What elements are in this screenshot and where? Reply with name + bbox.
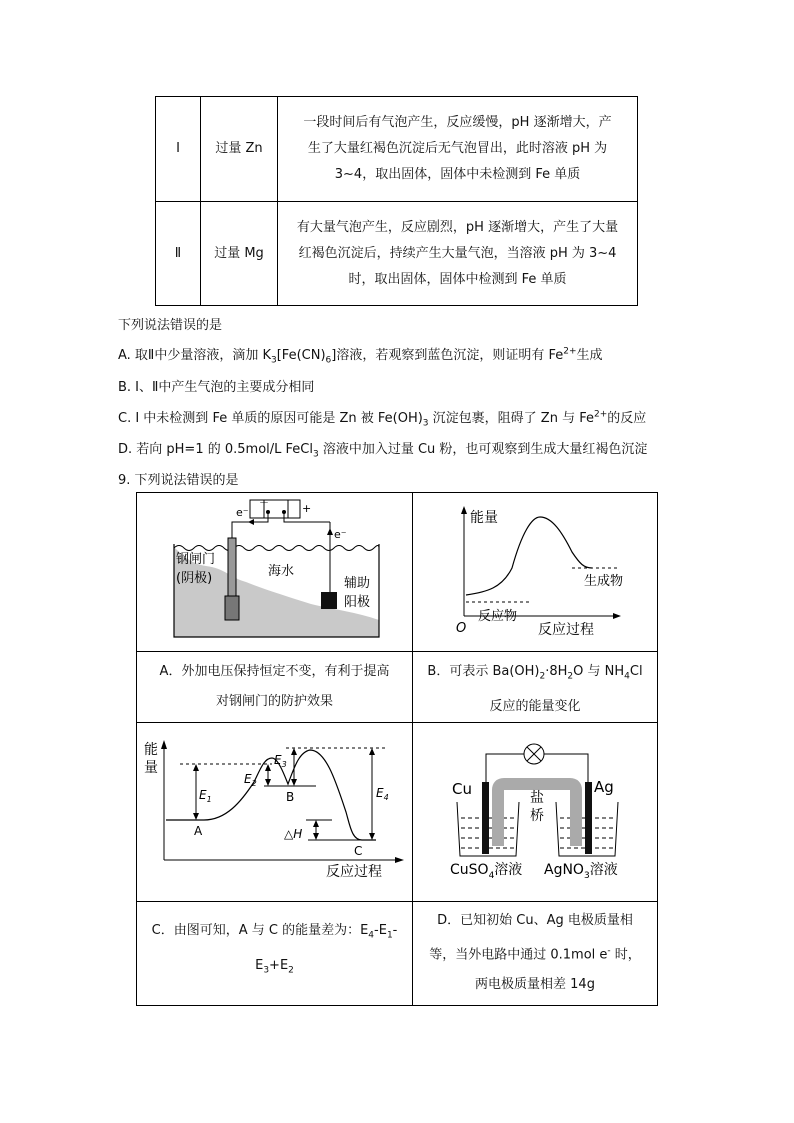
- row-phenomenon: [278, 202, 638, 306]
- row-id: Ⅱ: [156, 202, 201, 306]
- svg-text:E1: $E_1$: [199, 788, 212, 804]
- experiment-table: [155, 96, 638, 306]
- phenomenon-line: 生了大量红褐色沉淀后无气泡冒出，此时溶液 pH 为: [307, 141, 608, 156]
- svg-text:E4: $E_4$: [376, 786, 389, 802]
- svg-text:生成物: 生成物: [584, 574, 624, 589]
- row-phenomenon: [278, 97, 638, 202]
- phenomenon-line: 一段时间后有气泡产生，反应缓慢，pH 逐渐增大，产: [303, 115, 612, 130]
- table-row: [156, 202, 638, 306]
- q8-stem: 下列说法错误的是: [118, 318, 223, 333]
- svg-text:Cu: Cu: [452, 780, 472, 798]
- phenomenon-line: 红褐色沉淀后，持续产生大量气泡，当溶液 pH 为 3~4: [298, 245, 617, 261]
- svg-text:反应物: 反应物: [478, 609, 518, 624]
- row-id: Ⅰ: [156, 97, 201, 202]
- q9-stem: 9. 下列说法错误的是: [118, 473, 239, 488]
- svg-text:AgNO3溶液: AgNO$_3$溶液: [544, 862, 618, 881]
- galvanic-cell-diagram: [412, 722, 658, 902]
- option-b-text: B．可表示 $Ba(OH)_2\cdot 8H_2O$ 与 $NH_4Cl$ 反应的能量变化: [427, 664, 643, 714]
- phenomenon-line: 3~4，取出固体，固体中未检测到 Fe 单质: [334, 167, 581, 182]
- energy-curve: [466, 517, 592, 595]
- svg-text:海水: 海水: [268, 564, 295, 579]
- option-d-text: D．已知初始 Cu、Ag 电极质量相 等，当外电路中通过 0.1mol e- 时， 两电极质量相差 14g: [429, 913, 641, 993]
- energy-profile-diagram-b: [412, 492, 658, 652]
- phenomenon-line: 有大量气泡产生，反应剧烈，pH 逐渐增大，产生了大量: [296, 219, 619, 235]
- phenomenon-line: 时，取出固体，固体中检测到 Fe 单质: [348, 271, 567, 287]
- steel-gate-base: [225, 596, 239, 620]
- q8-option-c: C. I 中未检测到 Fe 单质的原因可能是 Zn 被 $Fe(OH)_3$ 沉淀包裹，阻碍了 Zn 与 $Fe^{2+}$的反应: [118, 409, 647, 429]
- svg-text:E3: $E_3$: [274, 753, 287, 769]
- svg-text:辅助: 辅助: [344, 576, 371, 591]
- svg-text:B: B: [286, 790, 295, 804]
- svg-text:△H: △H: [284, 827, 303, 841]
- svg-text:量: 量: [144, 760, 158, 776]
- svg-text:能量: 能量: [470, 510, 498, 526]
- electron-arrow: [327, 528, 333, 535]
- q8-option-b: B. Ⅰ、Ⅱ中产生气泡的主要成分相同: [118, 380, 315, 395]
- option-c-text: C．由图可知，A 与 C 的能量差为：$E_4-E_1-$ $E_3+E_2$: [151, 923, 398, 976]
- svg-text:E2: $E_2$: [244, 772, 257, 788]
- svg-text:反应过程: 反应过程: [538, 622, 594, 638]
- svg-text:钢闸门: 钢闸门: [176, 552, 216, 567]
- svg-text:CuSO4溶液: CuSO$_4$溶液: [450, 862, 523, 881]
- svg-text:C: C: [354, 844, 363, 858]
- q8-option-d: D. 若向 pH=1 的 0.5mol/L FeCl$_3$ 溶液中加入过量 Cu 粉，也可观察到生成大量红褐色沉淀: [118, 442, 648, 460]
- electron-label: e⁻: [236, 506, 249, 519]
- row-reagent: 过量 Mg: [201, 202, 278, 306]
- power-source: [250, 500, 300, 518]
- ag-electrode: [585, 782, 592, 854]
- option-a-text: A．外加电压保持恒定不变，有利于提高 对钢闸门的防护效果: [159, 664, 390, 709]
- cathodic-protection-diagram: [136, 492, 413, 652]
- svg-text:Ag: Ag: [594, 778, 614, 796]
- svg-text:A: A: [194, 824, 203, 838]
- svg-text:能: 能: [144, 742, 158, 758]
- q9-option-grid: [136, 492, 658, 1006]
- cu-electrode: [482, 782, 489, 854]
- svg-text:+: +: [302, 502, 312, 515]
- svg-text:桥: 桥: [530, 808, 544, 824]
- energy-profile-diagram-c: [136, 722, 413, 902]
- table-row: [156, 97, 638, 202]
- water-surface: [174, 546, 379, 551]
- svg-text:盐: 盐: [530, 790, 544, 806]
- svg-text:阳极: 阳极: [344, 595, 371, 610]
- q8-option-a: A. 取Ⅱ中少量溶液，滴加 $K_3[Fe(CN)_6]$溶液，若观察到蓝色沉淀，则证明有 $Fe^{2+}$生成: [118, 346, 603, 366]
- electron-label: e⁻: [334, 528, 347, 541]
- svg-text:(阴极): (阴极): [176, 571, 213, 586]
- svg-text:－: －: [259, 498, 269, 509]
- row-reagent: 过量 Zn: [201, 97, 278, 202]
- auxiliary-anode: [321, 592, 337, 609]
- electron-arrow: [248, 519, 254, 525]
- svg-text:O: O: [456, 621, 467, 636]
- svg-text:反应过程: 反应过程: [326, 864, 382, 880]
